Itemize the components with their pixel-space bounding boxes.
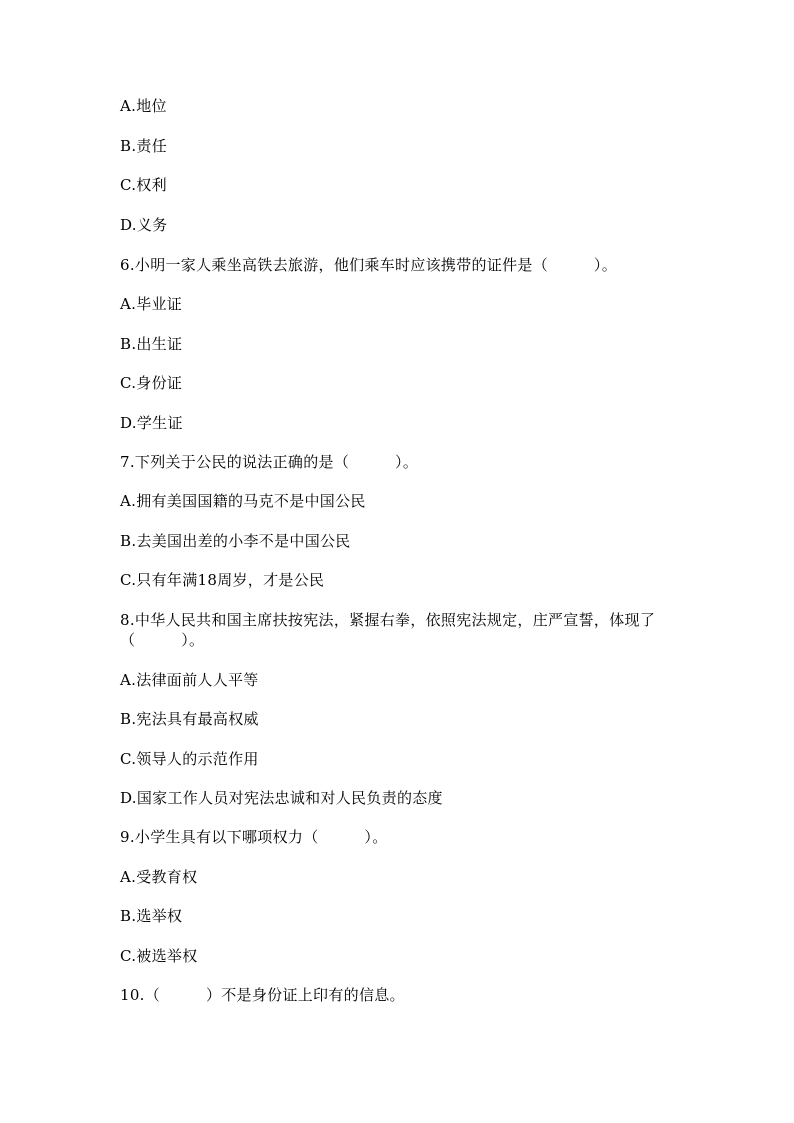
- option-8-a: A.法律面前人人平等: [120, 671, 259, 689]
- option-6-d: D.学生证: [120, 414, 183, 432]
- question-9: 9.小学生具有以下哪项权力（ ）。: [120, 828, 388, 846]
- question-8: 8.中华人民共和国主席扶按宪法，紧握右拳，依照宪法规定，庄严宣誓，体现了（ ）。: [120, 611, 656, 649]
- option-6-b: B.出生证: [120, 335, 183, 353]
- option-5-d: D.义务: [120, 216, 168, 234]
- option-7-c: C.只有年满18周岁，才是公民: [120, 571, 325, 589]
- option-6-c: C.身份证: [120, 374, 183, 392]
- question-10: 10.（ ）不是身份证上印有的信息。: [120, 986, 405, 1004]
- option-7-a: A.拥有美国国籍的马克不是中国公民: [120, 492, 366, 510]
- option-9-a: A.受教育权: [120, 868, 198, 886]
- option-8-c: C.领导人的示范作用: [120, 750, 259, 768]
- option-5-a: A.地位: [120, 97, 167, 115]
- question-7: 7.下列关于公民的说法正确的是（ ）。: [120, 453, 419, 471]
- option-9-c: C.被选举权: [120, 947, 198, 965]
- option-9-b: B.选举权: [120, 907, 183, 925]
- question-6: 6.小明一家人乘坐高铁去旅游，他们乘车时应该携带的证件是（ ）。: [120, 256, 618, 274]
- option-8-d: D.国家工作人员对宪法忠诚和对人民负责的态度: [120, 789, 443, 807]
- option-8-b: B.宪法具有最高权威: [120, 710, 259, 728]
- option-5-b: B.责任: [120, 137, 167, 155]
- option-6-a: A.毕业证: [120, 295, 183, 313]
- option-7-b: B.去美国出差的小李不是中国公民: [120, 532, 351, 550]
- option-5-c: C.权利: [120, 176, 167, 194]
